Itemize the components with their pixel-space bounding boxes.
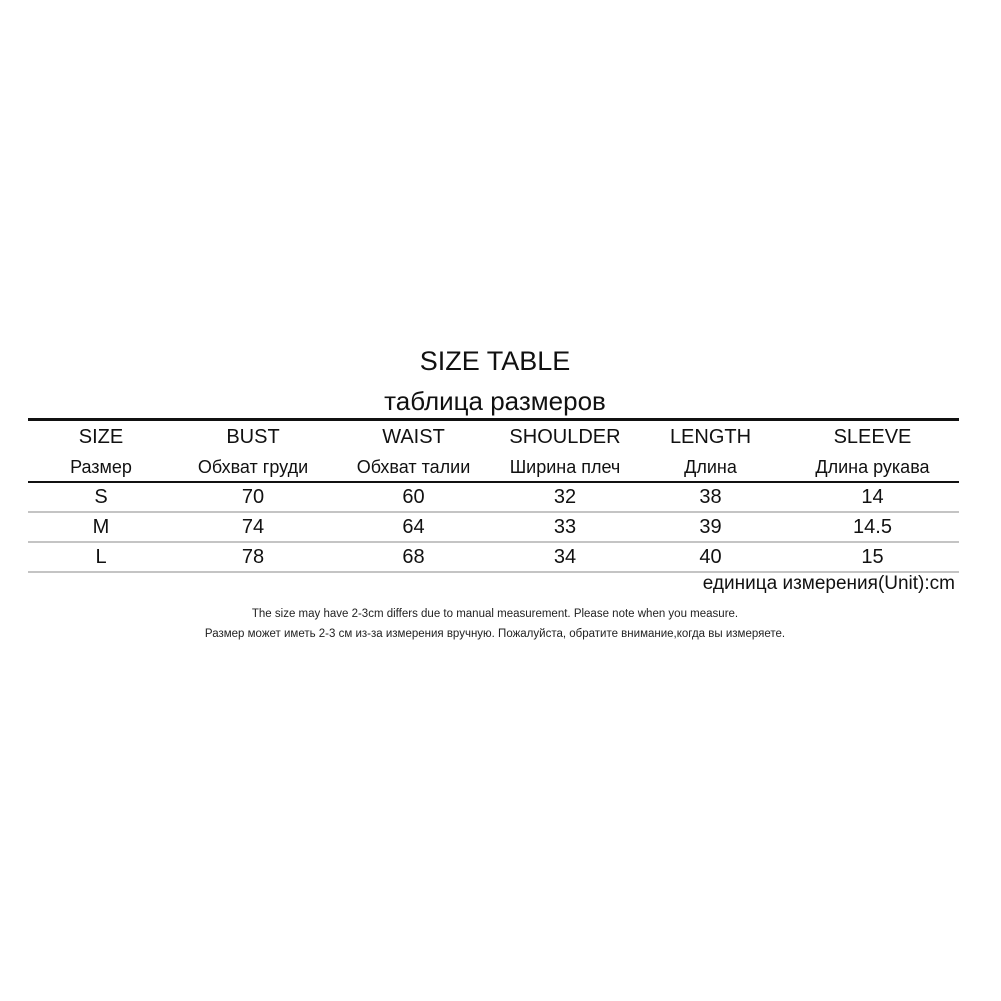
cell-length: 40 bbox=[699, 546, 722, 568]
size-table bbox=[28, 418, 959, 573]
cell-waist: 60 bbox=[402, 486, 425, 508]
cell-shoulder: 33 bbox=[553, 516, 577, 538]
header-bust-ru: Обхват груди bbox=[197, 456, 309, 477]
header-waist-ru: Обхват талии bbox=[356, 456, 471, 477]
table-row bbox=[28, 483, 959, 511]
measurement-note-en: The size may have 2-3cm differs due to manual measurement. Please note when you measure. bbox=[251, 608, 739, 620]
header-waist: WAIST bbox=[382, 425, 445, 448]
size-table-title: SIZE TABLE bbox=[419, 346, 571, 376]
cell-shoulder: 32 bbox=[553, 486, 577, 508]
table-header-row-ru bbox=[28, 452, 959, 481]
header-shoulder-ru: Ширина плеч bbox=[509, 456, 621, 477]
cell-length: 39 bbox=[699, 516, 722, 538]
cell-size: L bbox=[95, 546, 107, 568]
cell-bust: 78 bbox=[241, 546, 265, 568]
header-length: LENGTH bbox=[669, 425, 752, 448]
unit-note: единица измерения(Unit):cm bbox=[702, 573, 955, 594]
header-size: SIZE bbox=[78, 425, 124, 448]
cell-sleeve: 14.5 bbox=[853, 516, 892, 538]
table-header-row-en bbox=[28, 421, 959, 452]
header-sleeve-ru: Длина рукава bbox=[815, 456, 930, 477]
cell-waist: 68 bbox=[402, 546, 425, 568]
header-bust: BUST bbox=[226, 425, 280, 448]
header-sleeve: SLEEVE bbox=[833, 425, 912, 448]
cell-length: 38 bbox=[699, 486, 722, 508]
table-row bbox=[28, 513, 959, 541]
cell-waist: 64 bbox=[402, 516, 425, 538]
cell-bust: 70 bbox=[241, 486, 265, 508]
measurement-note-ru: Размер может иметь 2-3 см из-за измерения вручную. Пожалуйста, обратите внимание,когда вы измеряете. bbox=[204, 628, 786, 640]
table-row bbox=[28, 543, 959, 571]
header-shoulder: SHOULDER bbox=[509, 425, 621, 448]
size-table-subtitle: таблица размеров bbox=[384, 386, 606, 416]
cell-shoulder: 34 bbox=[553, 546, 577, 568]
cell-sleeve: 15 bbox=[861, 546, 884, 568]
cell-bust: 74 bbox=[241, 516, 265, 538]
header-size-ru: Размер bbox=[70, 456, 132, 477]
cell-size: M bbox=[92, 516, 110, 538]
cell-sleeve: 14 bbox=[861, 486, 884, 508]
header-length-ru: Длина bbox=[684, 456, 737, 477]
cell-size: S bbox=[94, 486, 108, 508]
